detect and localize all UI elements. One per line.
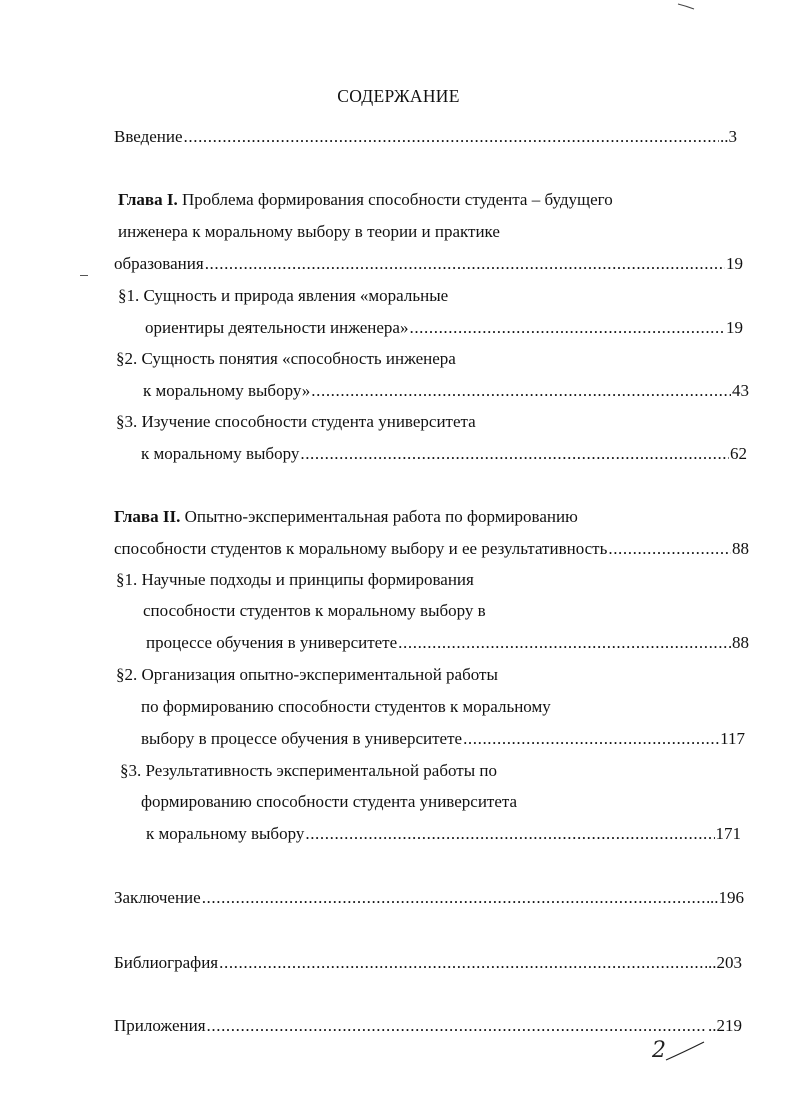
ch2-sec1-line2: способности студентов к моральному выбору в: [143, 601, 486, 620]
ch1-sec3-line2: к моральному выбору: [141, 444, 300, 463]
leader-dots: [207, 1016, 707, 1036]
stray-mark-top: [676, 0, 696, 12]
ch2-sec3-line3: к моральному выбору: [146, 824, 305, 843]
handwritten-stroke: [664, 1040, 708, 1064]
leader-dots: [184, 127, 719, 147]
leader-dots: [205, 254, 725, 274]
toc-entry-ch1-sec3: [141, 444, 747, 464]
ch2-sec2-page: 117: [720, 729, 745, 748]
handwritten-page-number: [650, 1038, 710, 1066]
leader-dots: [311, 381, 731, 401]
chapter1-heading-bold: Глава I.: [118, 190, 178, 209]
leader-dots: [305, 824, 714, 844]
chapter1-heading-text: Проблема формирования способности студента – будущего: [177, 190, 613, 209]
leader-dots: [398, 633, 731, 653]
leader-dots: [463, 729, 719, 749]
toc-entry-ch2-sec3: [146, 824, 741, 844]
chapter1-heading-line2: инженера к моральному выбору в теории и практике: [118, 222, 500, 241]
ch2-sec3-line1: §3. Результативность экспериментальной работы по: [120, 761, 497, 780]
handwritten-page-number-text: 2: [652, 1038, 666, 1063]
chapter2-heading-text: Опытно-экспериментальная работа по формированию: [180, 507, 578, 526]
ch2-sec3-line2: формированию способности студента университета: [141, 792, 518, 811]
toc-entry-ch2-sec1: [146, 633, 749, 653]
ch1-sec2-line1: §2. Сущность понятия «способность инженера: [116, 349, 456, 368]
ch2-sec2-line1: §2. Организация опытно-экспериментальной работы: [116, 665, 498, 684]
ch2-sec2-line3: выбору в процессе обучения в университете: [141, 729, 463, 748]
chapter2-heading-line1: [114, 507, 578, 527]
toc-intro-page: ..3: [720, 127, 737, 146]
stray-mark-left: [80, 275, 88, 276]
toc-entry-ch1-sec1: [145, 318, 743, 338]
leader-dots: [409, 318, 725, 338]
chapter1-page: 19: [726, 254, 743, 273]
page-title: СОДЕРЖАНИЕ: [337, 86, 460, 106]
toc-entry-intro: [114, 127, 737, 147]
toc-bibliography-page: ..203: [708, 953, 742, 972]
ch1-sec1-line2: ориентиры деятельности инженера»: [145, 318, 409, 337]
ch1-sec1-line1: §1. Сущность и природа явления «моральные: [118, 286, 449, 305]
ch1-sec3-page: 62: [730, 444, 747, 463]
chapter2-heading-bold: Глава II.: [114, 507, 181, 526]
leader-dots: [608, 539, 731, 559]
toc-bibliography-label: Библиография: [114, 953, 219, 972]
toc-conclusion-label: Заключение: [114, 888, 201, 907]
ch1-sec3-line1: §3. Изучение способности студента университета: [116, 412, 476, 431]
leader-dots: [219, 953, 707, 973]
chapter2-page: 88: [732, 539, 749, 558]
toc-intro-label: Введение: [114, 127, 183, 146]
toc-entry-conclusion: [114, 888, 744, 908]
ch1-sec2-line2: к моральному выбору»: [143, 381, 311, 400]
toc-entry-ch1-sec2: [143, 381, 749, 401]
toc-entry-ch2-sec2: [141, 729, 745, 749]
ch2-sec3-page: 171: [715, 824, 741, 843]
toc-entry-bibliography: [114, 953, 742, 973]
ch1-sec1-page: 19: [726, 318, 743, 337]
toc-conclusion-page: ..196: [710, 888, 744, 907]
toc-appendices-page: ..219: [708, 1016, 742, 1035]
toc-appendices-label: Приложения: [114, 1016, 206, 1035]
ch2-sec1-line3: процессе обучения в университете: [146, 633, 398, 652]
ch2-sec1-page: 88: [732, 633, 749, 652]
ch2-sec2-line2: по формированию способности студентов к моральному: [141, 697, 551, 716]
chapter1-heading-line1: [118, 190, 613, 210]
toc-entry-appendices: [114, 1016, 742, 1036]
toc-entry-chapter2: [114, 539, 749, 559]
chapter2-heading-line2: способности студентов к моральному выбору и ее результативность: [114, 539, 608, 558]
leader-dots: [202, 888, 709, 908]
toc-entry-chapter1: [114, 254, 743, 274]
leader-dots: [300, 444, 729, 464]
chapter1-heading-line3: образования: [114, 254, 204, 273]
ch2-sec1-line1: §1. Научные подходы и принципы формирования: [116, 570, 474, 589]
ch1-sec2-page: 43: [732, 381, 749, 400]
